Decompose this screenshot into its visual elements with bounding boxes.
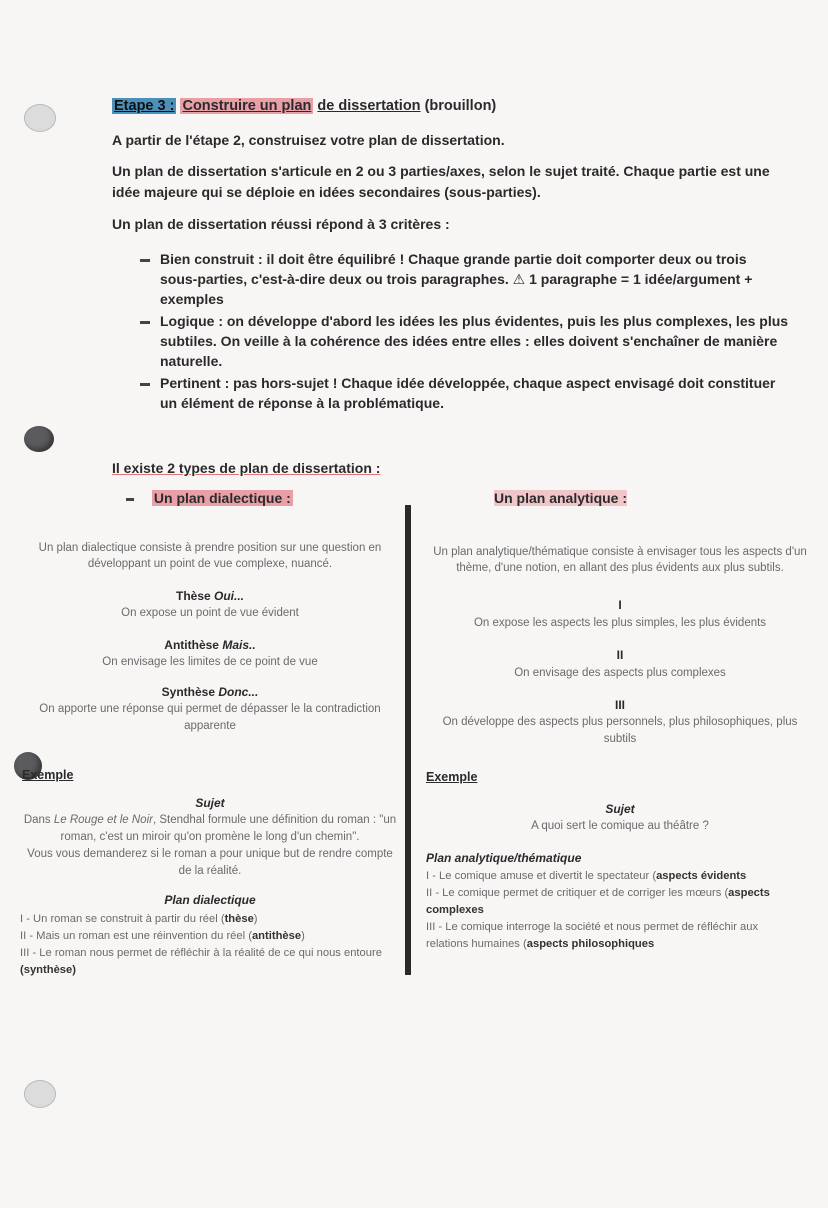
right-description: Un plan analytique/thématique consiste à envisager tous les aspects d'un thème, d'une notion, en allant des plus évidents aux plus subtils. (433, 546, 807, 574)
column-divider (405, 505, 411, 975)
left-plan-list: I - Un roman se construit à partir du réel (thèse) II - Mais un roman est une réinvention du réel (antithèse) III - Le roman nous permet de réfléchir à la réalité de ce qui nous entoure (synthèse) (20, 913, 382, 976)
synthese-block: Synthèse Donc... On apporte une réponse qui permet de dépasser le la contradiction apparente (39, 685, 381, 732)
criterion-item: Logique : on développe d'abord les idées les plus évidentes, puis les plus complexes, les plus subtiles. On veille à la cohérence des idées entre elles : elles doivent s'enchaîner de manière naturelle. (140, 311, 788, 371)
left-exemple-label: Exemple (22, 768, 74, 782)
step-heading: Etape 3 : Construire un plan de dissertation (brouillon) (114, 98, 497, 114)
part-three-block: III On développe des aspects plus personnels, plus philosophiques, plus subtils (442, 698, 798, 745)
right-sujet-block: Sujet A quoi sert le comique au théâtre ? (531, 802, 709, 832)
left-description: Un plan dialectique consiste à prendre position sur une question en développant un point de vue complexe, nuancé. (38, 542, 382, 570)
criteria-intro: Un plan de dissertation réussi répond à 3 critères : (112, 216, 450, 232)
right-exemple-label: Exemple (426, 770, 478, 784)
intro-text: A partir de l'étape 2, construisez votre plan de dissertation. (112, 132, 505, 148)
punch-hole (24, 426, 54, 452)
right-plan-list: I - Le comique amuse et divertit le spectateur (aspects évidents II - Le comique permet de critiquer et de corriger les mœurs (aspects complexes III - Le comique interroge la société et nous permet de réfléchir aux relations humaines (aspects philosophiques (426, 870, 770, 950)
types-title: Il existe 2 types de plan de dissertation : (112, 460, 381, 476)
criterion-item: Pertinent : pas hors-sujet ! Chaque idée développée, chaque aspect envisagé doit constituer un élément de réponse à la problématique. (140, 373, 775, 413)
left-plan-title: Plan dialectique (164, 893, 256, 907)
right-heading: Un plan analytique : (494, 490, 628, 506)
punch-hole (24, 1080, 56, 1108)
left-sujet-block: Sujet Dans Le Rouge et le Noir, Stendhal formule une définition du roman : "un roman, c'est un miroir qu'on promène le long d'un chemin". Vous vous demanderez si le roman a pour unique but de rendre compte de la réalité. (23, 796, 397, 877)
these-block: Thèse Oui... On expose un point de vue évident (121, 589, 299, 619)
criterion-item: Bien construit : il doit être équilibré ! Chaque grande partie doit comporter deux ou trois sous-parties, c'est-à-dire deux ou trois paragraphes. ⚠ 1 paragraphe = 1 idée/argument + exemples (140, 249, 752, 309)
right-plan-title: Plan analytique/thématique (426, 851, 582, 865)
paragraph-line: Un plan de dissertation s'articule en 2 ou 3 parties/axes, selon le sujet traité. Chaque partie est une (112, 163, 770, 179)
part-one-block: I On expose les aspects les plus simples, les plus évidents (473, 598, 767, 629)
paragraph-line: idée majeure qui se déploie en idées secondaires (sous-parties). (112, 184, 541, 200)
punch-hole (24, 104, 56, 132)
antithese-block: Antithèse Mais.. On envisage les limites de ce point de vue (102, 638, 318, 668)
left-heading: Un plan dialectique : (126, 490, 293, 506)
part-two-block: II On envisage des aspects plus complexes (514, 648, 726, 679)
